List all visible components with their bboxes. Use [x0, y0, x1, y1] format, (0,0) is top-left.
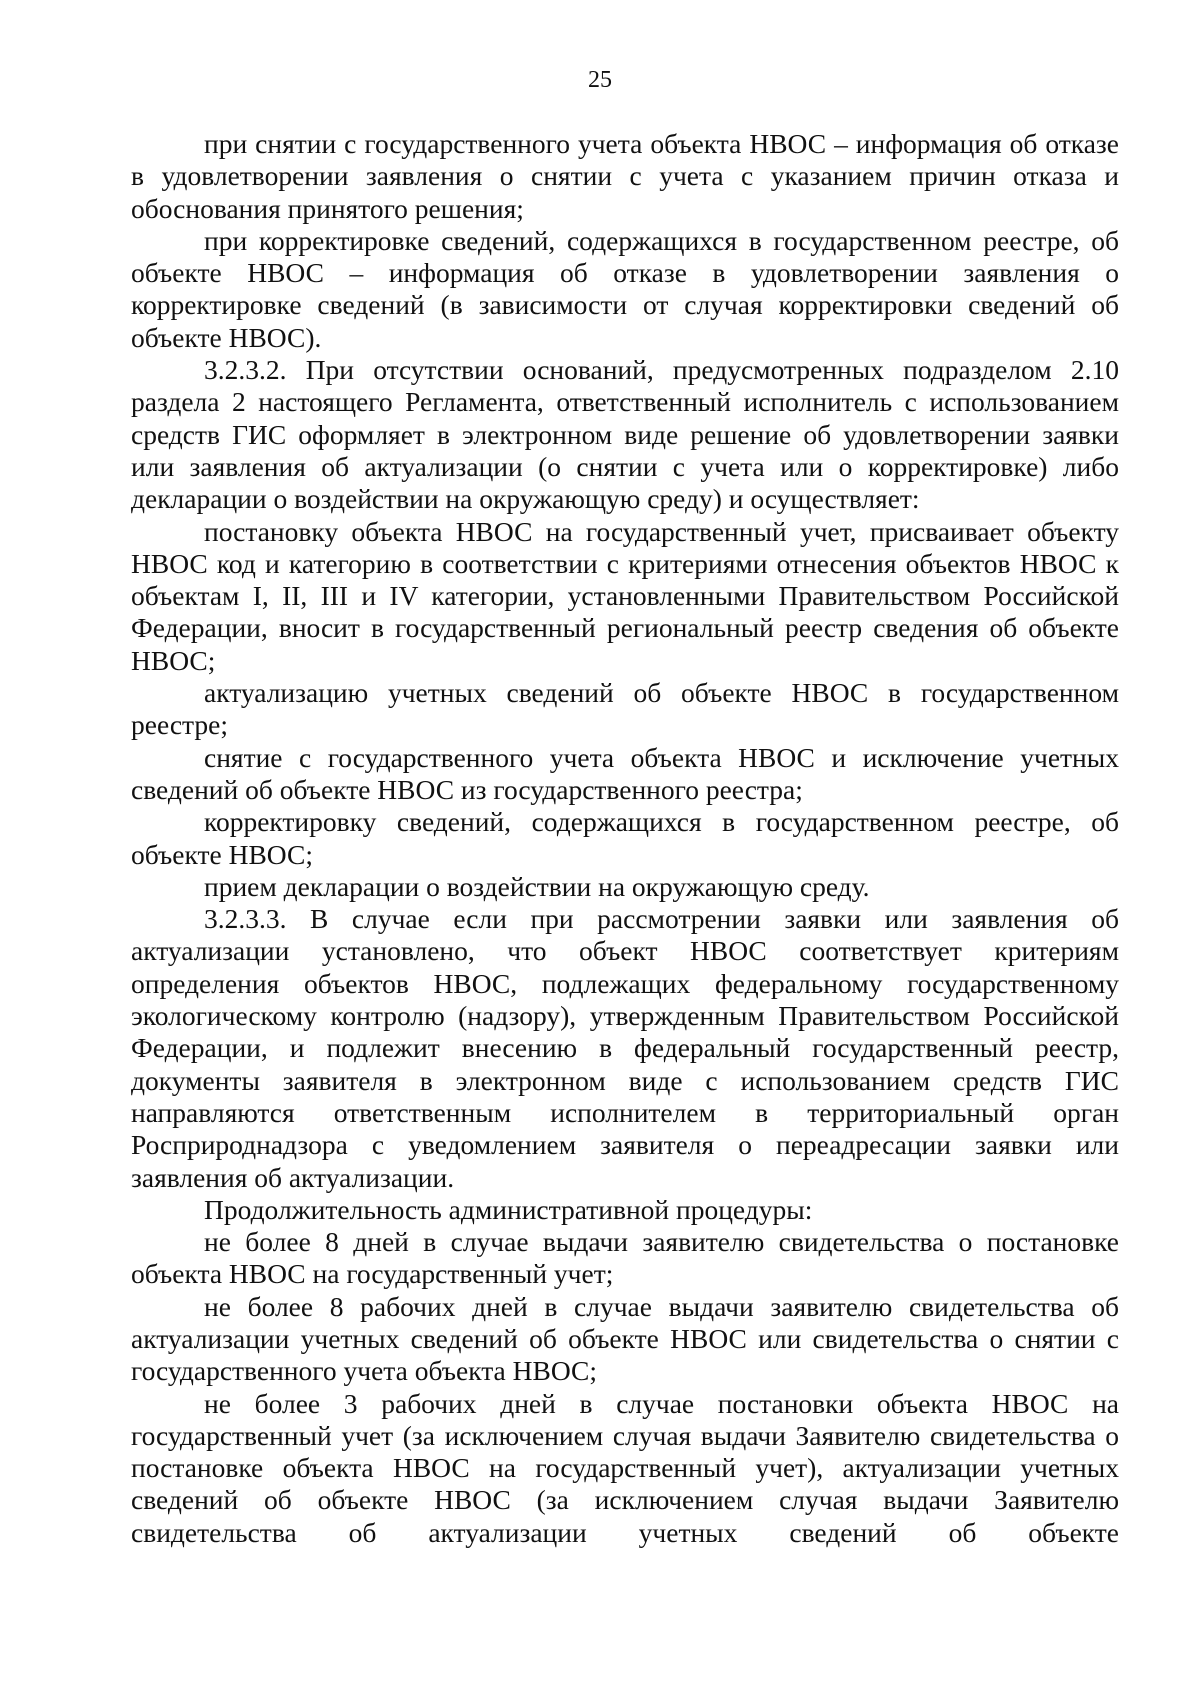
page-number: 25	[588, 67, 612, 93]
paragraph: прием декларации о воздействии на окружающую среду.	[204, 870, 870, 902]
paragraph: при снятии с государственного учета объекта НВОС – информация об отказе в удовлетворении заявления о снятии с учета с указанием причин отказа и обоснования принятого решения;	[131, 128, 1119, 224]
paragraph: 3.2.3.3. В случае если при рассмотрении заявки или заявления об актуализации установлено, что объект НВОС соответствует критериям определения объектов НВОС, подлежащих федеральному государственному экологическому контролю (надзору), утвержденным Правительством Российской Федерации, и подлежит внесению в федеральный государственный реестр, документы заявителя в электронном виде с использованием средств ГИС направляются ответственным исполнителем в территориальный орган Росприроднадзора с уведомлением заявителя о переадресации заявки или заявления об актуализации.	[131, 903, 1119, 1193]
paragraph: актуализацию учетных сведений об объекте НВОС в государственном реестре;	[131, 677, 1119, 741]
paragraph: постановку объекта НВОС на государственный учет, присваивает объекту НВОС код и категорию в соответствии с критериями отнесения объектов НВОС к объектам I, II, III и IV категории, установленными Правительством Российской Федерации, вносит в государственный региональный реестр сведения об объекте НВОС;	[131, 515, 1119, 676]
paragraph: Продолжительность административной процедуры:	[204, 1193, 813, 1225]
paragraph: не более 3 рабочих дней в случае постановки объекта НВОС на государственный учет (за исключением случая выдачи Заявителю свидетельства о постановке объекта НВОС на государственный учет), актуализации учетных сведений об объекте НВОС (за исключением случая выдачи Заявителю свидетельства об актуализации учетных сведений об объекте	[131, 1387, 1119, 1548]
paragraph: не более 8 дней в случае выдачи заявителю свидетельства о постановке объекта НВОС на государственный учет;	[131, 1226, 1119, 1290]
paragraph: 3.2.3.2. При отсутствии оснований, предусмотренных подразделом 2.10 раздела 2 настоящего Регламента, ответственный исполнитель с использованием средств ГИС оформляет в электронном виде решение об удовлетворении заявки или заявления об актуализации (о снятии с учета или о корректировке) либо декларации о воздействии на окружающую среду) и осуществляет:	[131, 354, 1119, 515]
paragraph: при корректировке сведений, содержащихся в государственном реестре, об объекте НВОС – информация об отказе в удовлетворении заявления о корректировке сведений (в зависимости от случая корректировки сведений об объекте НВОС).	[131, 224, 1119, 353]
paragraph: не более 8 рабочих дней в случае выдачи заявителю свидетельства об актуализации учетных сведений об объекте НВОС или свидетельства о снятии с государственного учета объекта НВОС;	[131, 1290, 1119, 1387]
paragraph: снятие с государственного учета объекта НВОС и исключение учетных сведений об объекте НВОС из государственного реестра;	[131, 741, 1119, 805]
document-body	[131, 128, 1119, 1549]
paragraph: корректировку сведений, содержащихся в государственном реестре, об объекте НВОС;	[131, 806, 1119, 870]
